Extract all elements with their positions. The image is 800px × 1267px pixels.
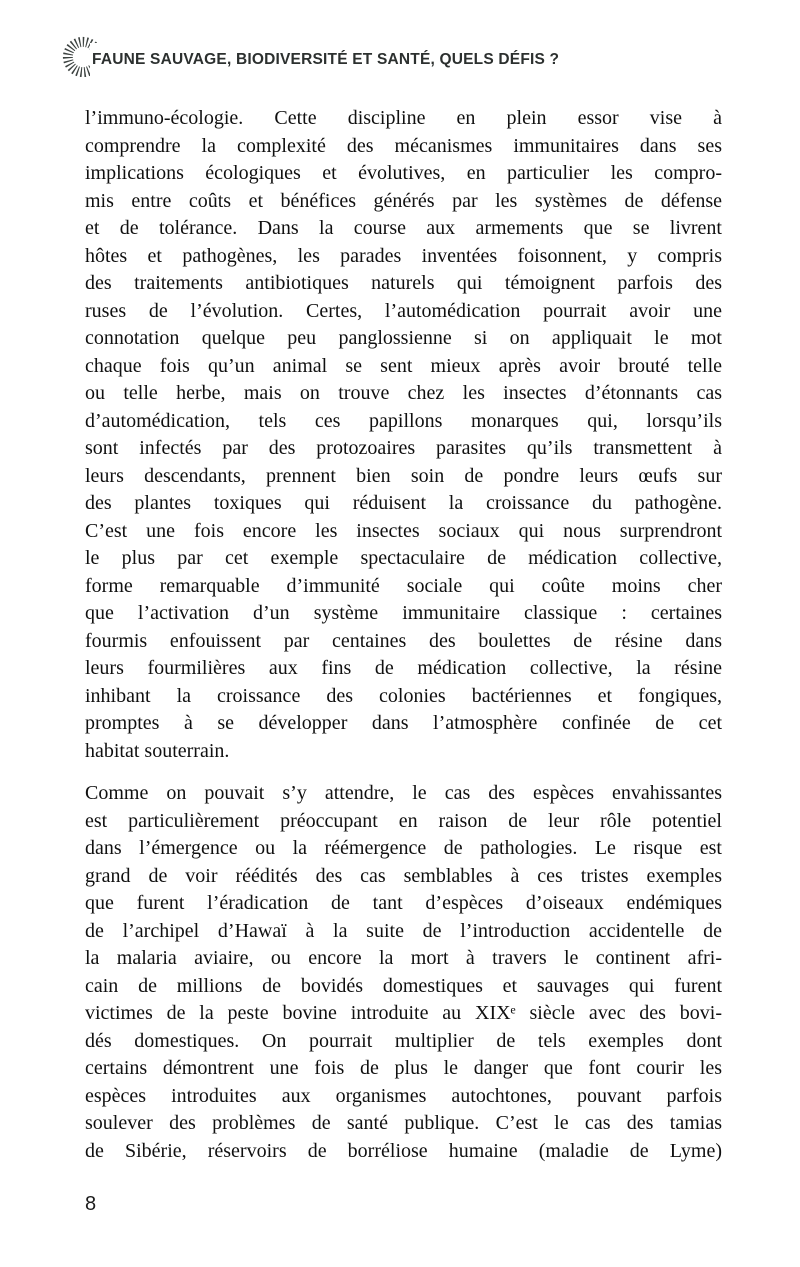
text-line: que furent l’éradication de tant d’espèces d’oiseaux endémiques xyxy=(85,892,722,914)
text-line: des plantes toxiques qui réduisent la croissance du pathogène. xyxy=(85,492,722,514)
text-line: habitat souterrain. xyxy=(85,739,230,762)
text-line: Comme on pouvait s’y attendre, le cas des espèces envahissantes xyxy=(85,782,722,804)
page-body xyxy=(85,105,722,1165)
text-line: hôtes et pathogènes, les parades inventées foisonnent, y compris xyxy=(85,244,722,267)
paragraph-2 xyxy=(85,780,722,1165)
text-line: soulever des problèmes de santé publique. C’est le cas des tamias xyxy=(85,1112,722,1134)
text-line: est particulièrement préoccupant en raison de leur rôle potentiel xyxy=(85,809,722,832)
text-line: que l’activation d’un système immunitaire classique : certaines xyxy=(85,602,722,624)
text-line: cain de millions de bovidés domestiques et sauvages qui furent xyxy=(85,974,722,997)
text-line: de Sibérie, réservoirs de borréliose humaine (maladie de Lyme) xyxy=(85,1139,722,1162)
text-line: C’est une fois encore les insectes sociaux qui nous surprendront xyxy=(85,519,722,542)
text-line: promptes à se développer dans l’atmosphère confinée de cet xyxy=(85,712,722,734)
text-line: l’immuno-écologie. Cette discipline en plein essor vise à xyxy=(85,107,722,129)
text-line: ruses de l’évolution. Certes, l’automédication pourrait avoir une xyxy=(85,299,722,322)
text-line: sont infectés par des protozoaires parasites qu’ils transmettent à xyxy=(85,437,722,459)
running-header xyxy=(59,33,563,86)
text-line: le plus par cet exemple spectaculaire de médication collective, xyxy=(85,547,722,569)
text-line: inhibant la croissance des colonies bactériennes et fongiques, xyxy=(85,684,722,707)
text-line: grand de voir réédités des cas semblables à ces tristes exemples xyxy=(85,864,722,887)
text-line: des traitements antibiotiques naturels qui témoignent parfois des xyxy=(85,272,722,294)
text-line: comprendre la complexité des mécanismes immunitaires dans ses xyxy=(85,134,722,157)
text-line: leurs descendants, prennent bien soin de pondre leurs œufs sur xyxy=(85,464,722,487)
text-line: ou telle herbe, mais on trouve chez les insectes d’étonnants cas xyxy=(85,382,722,404)
paragraph-1 xyxy=(85,105,722,765)
chapter-title: FAUNE SAUVAGE, BIODIVERSITÉ ET SANTÉ, QUELS DÉFIS ? xyxy=(90,43,563,77)
text-line: dans l’émergence ou la réémergence de pathologies. Le risque est xyxy=(85,837,722,859)
text-line: et de tolérance. Dans la course aux armements que se livrent xyxy=(85,217,722,239)
text-line: leurs fourmilières aux fins de médication collective, la résine xyxy=(85,657,722,679)
text-line: dés domestiques. On pourrait multiplier de tels exemples dont xyxy=(85,1029,722,1052)
text-line: la malaria aviaire, ou encore la mort à travers le continent afri- xyxy=(85,947,722,969)
text-line: espèces introduites aux organismes autochtones, pouvant parfois xyxy=(85,1084,722,1107)
text-line: mis entre coûts et bénéfices générés par les systèmes de défense xyxy=(85,189,722,212)
text-line: de l’archipel d’Hawaï à la suite de l’introduction accidentelle de xyxy=(85,919,722,942)
text-line: certains démontrent une fois de plus le danger que font courir les xyxy=(85,1057,722,1079)
text-line: victimes de la peste bovine introduite au XIXᵉ siècle avec des bovi- xyxy=(85,1002,722,1024)
text-line: forme remarquable d’immunité sociale qui coûte moins cher xyxy=(85,574,722,597)
text-line: fourmis enfouissent par centaines des boulettes de résine dans xyxy=(85,629,722,652)
text-line: chaque fois qu’un animal se sent mieux après avoir brouté telle xyxy=(85,354,722,377)
text-line: connotation quelque peu panglossienne si on appliquait le mot xyxy=(85,327,722,349)
text-line: d’automédication, tels ces papillons monarques qui, lorsqu’ils xyxy=(85,409,722,432)
text-line: implications écologiques et évolutives, en particulier les compro- xyxy=(85,162,722,184)
page-number: 8 xyxy=(85,1193,97,1215)
